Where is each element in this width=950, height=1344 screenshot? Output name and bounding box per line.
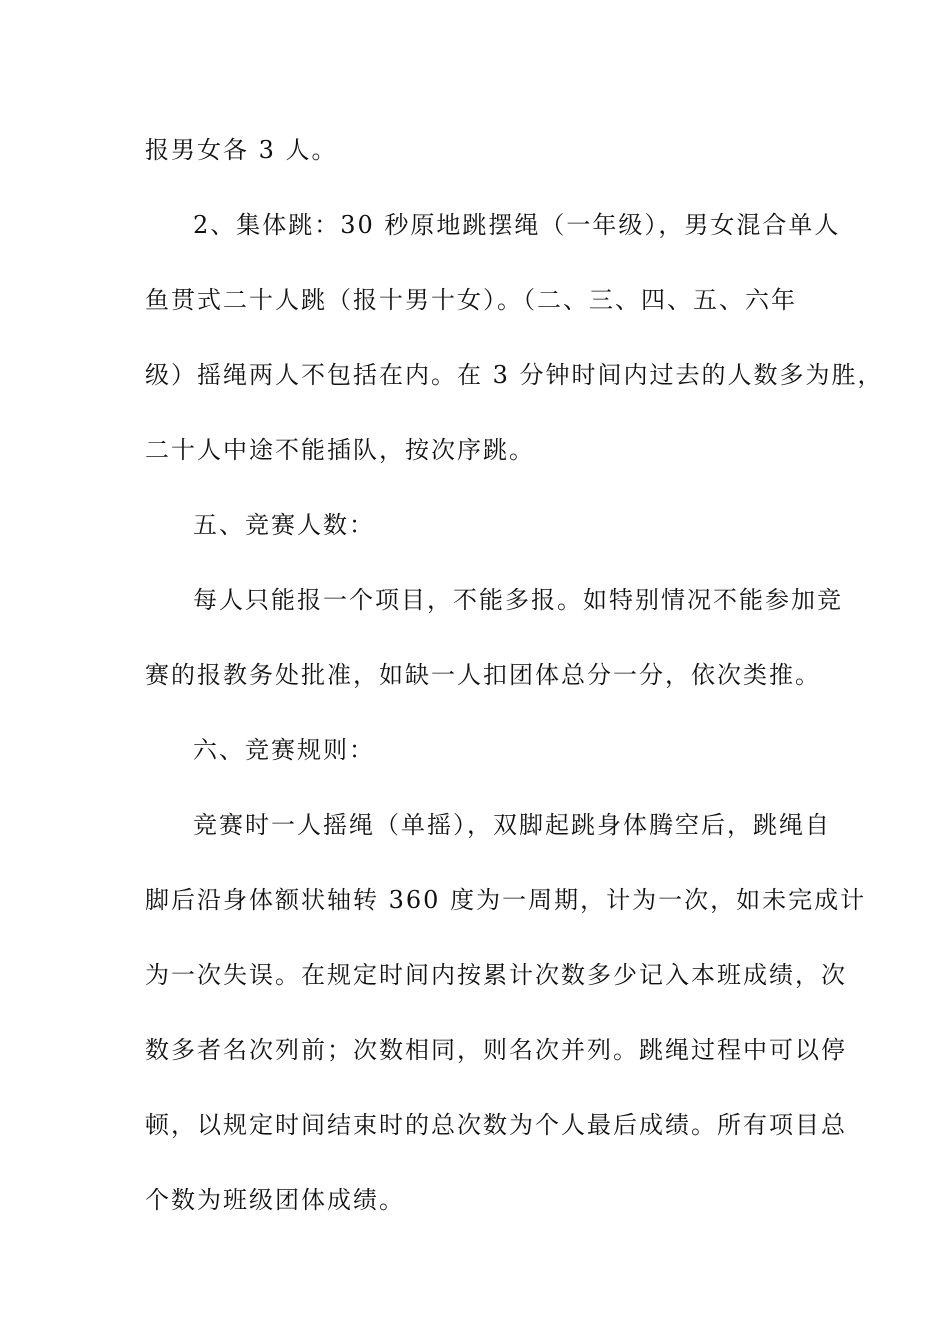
paragraph-line: 报男女各 3 人。	[145, 136, 338, 164]
paragraph-line: 二十人中途不能插队，按次序跳。	[145, 436, 535, 464]
paragraph-line: 为一次失误。在规定时间内按累计次数多少记入本班成绩，次	[145, 961, 847, 989]
paragraph-line: 鱼贯式二十人跳（报十男十女）。（二、三、四、五、六年	[145, 286, 797, 314]
section-heading: 六、竞赛规则：	[193, 736, 375, 764]
paragraph-line: 每人只能报一个项目，不能多报。如特别情况不能参加竞	[193, 586, 843, 614]
paragraph-line: 级）摇绳两人不包括在内。在 3 分钟时间内过去的人数多为胜，	[145, 361, 884, 389]
paragraph-line: 顿，以规定时间结束时的总次数为个人最后成绩。所有项目总	[145, 1111, 847, 1139]
paragraph-line: 赛的报教务处批准，如缺一人扣团体总分一分，依次类推。	[145, 661, 821, 689]
section-heading: 五、竞赛人数：	[193, 511, 375, 539]
paragraph-line: 数多者名次列前；次数相同，则名次并列。跳绳过程中可以停	[145, 1036, 847, 1064]
paragraph-line: 个数为班级团体成绩。	[145, 1186, 405, 1214]
paragraph-line: 2、集体跳：30 秒原地跳摆绳（一年级），男女混合单人	[193, 211, 841, 239]
paragraph-line: 竞赛时一人摇绳（单摇），双脚起跳身体腾空后，跳绳自	[193, 811, 831, 839]
paragraph-line: 脚后沿身体额状轴转 360 度为一周期，计为一次，如未完成计	[145, 886, 867, 914]
